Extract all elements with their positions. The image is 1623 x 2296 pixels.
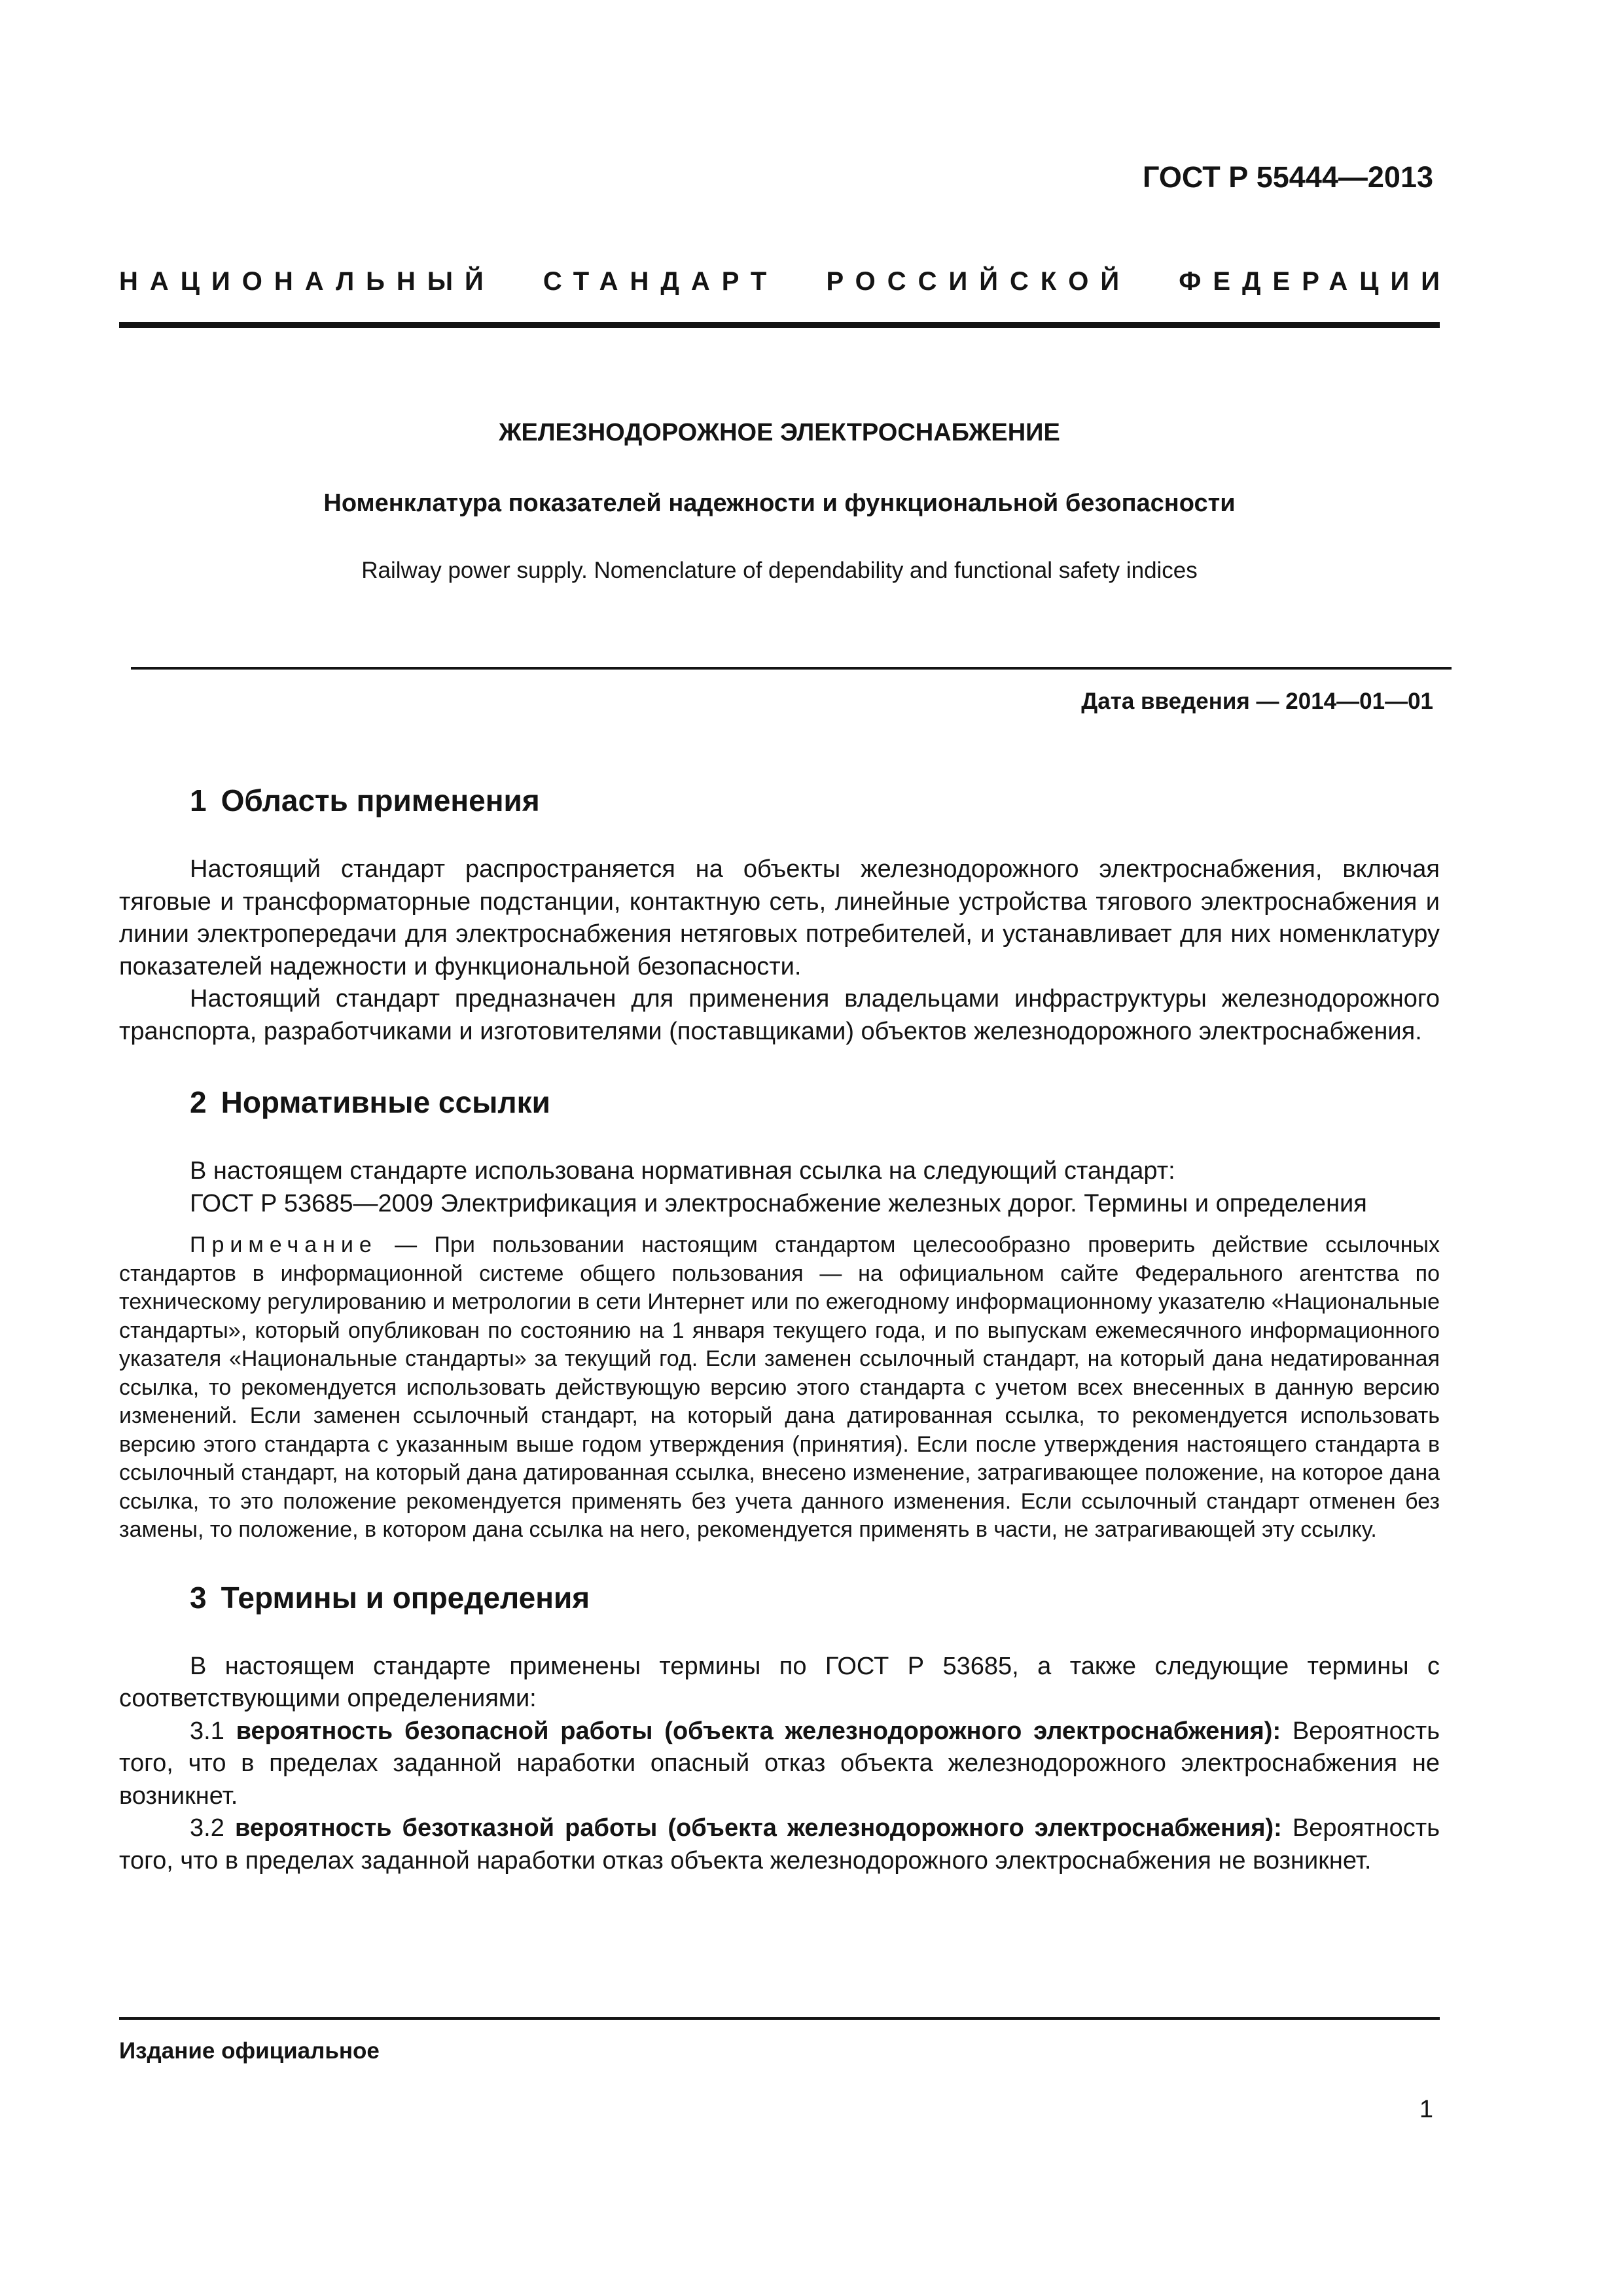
footer-rule: [119, 2017, 1440, 2020]
document-title: ЖЕЛЕЗНОДОРОЖНОЕ ЭЛЕКТРОСНАБЖЕНИЕ: [499, 419, 1060, 446]
note-label: Примечание: [190, 1232, 378, 1257]
section-number: 1: [190, 783, 207, 817]
section-scope: [119, 779, 1440, 1048]
banner-word: СТАНДАРТ: [543, 267, 779, 296]
document-body: [119, 779, 1440, 1877]
english-title: Railway power supply. Nomenclature of dependability and functional safety indices: [361, 558, 1198, 583]
section-heading: [190, 1576, 1440, 1619]
section-heading: [190, 1081, 1440, 1124]
paragraph: Настоящий стандарт распространяется на объекты железнодорожного электроснабжения, включая тяговые и трансформаторные подстанции, контактную сеть, линейные устройства тягового электроснабжения и линии электропередачи для электроснабжения нетяговых потребителей, и устанавливает для них номенклатуру показателей надежности и функциональной безопасности.: [119, 855, 1440, 980]
banner-word: НАЦИОНАЛЬНЫЙ: [119, 267, 495, 296]
term-name: вероятность безопасной работы (объекта железнодорожного электроснабжения):: [236, 1717, 1281, 1745]
document-subtitle: Номенклатура показателей надежности и функциональной безопасности: [323, 490, 1236, 517]
note: [119, 1231, 1440, 1545]
section-heading: [190, 779, 1440, 822]
section-number: 2: [190, 1085, 207, 1119]
reference-item: ГОСТ Р 53685—2009 Электрификация и электроснабжение железных дорог. Термины и определения: [190, 1189, 1367, 1217]
term-name: вероятность безотказной работы (объекта железнодорожного электроснабжения):: [234, 1814, 1282, 1842]
note-text: — При пользовании настоящим стандартом целесообразно проверить действие ссылочных стандартов в информационной системе общего пользования — на официальном сайте Федерального агентства по техническому регулированию и метрологии в сети Интернет или по ежегодному информационному указателю «Национальные стандарты», который опубликован по состоянию на 1 января текущего года, и по выпускам ежемесячного информационного указателя «Национальные стандарты» за текущий год. Если заменен ссылочный стандарт, на который дана недатированная ссылка, то рекомендуется использовать действующую версию этого стандарта с учетом всех внесенных в данную версию изменений. Если заменен ссылочный стандарт, на который дана датированная ссылка, то рекомендуется использовать версию этого стандарта с указанным выше годом утверждения (принятия). Если после утверждения настоящего стандарта в ссылочный стандарт, на который дана датированная ссылка, внесено изменение, затрагивающее положение, на которое дана ссылка, то это положение рекомендуется применять без учета данного изменения. Если ссылочный стандарт отменен без замены, то положение, в котором дана ссылка на него, рекомендуется применять в части, не затрагивающей эту ссылку.: [119, 1232, 1440, 1542]
section-title: Термины и определения: [221, 1580, 590, 1615]
paragraph: Настоящий стандарт предназначен для применения владельцами инфраструктуры железнодорожного транспорта, разработчиками и изготовителями (поставщиками) объектов железнодорожного электроснабжения.: [119, 985, 1440, 1045]
section-terms: [119, 1576, 1440, 1878]
paragraph: В настоящем стандарте использована нормативная ссылка на следующий стандарт:: [190, 1157, 1175, 1185]
introduction-date: Дата введения — 2014—01—01: [1081, 689, 1433, 714]
banner-word: РОССИЙСКОЙ: [826, 267, 1132, 296]
header-rule: [119, 322, 1440, 328]
paragraph: В настоящем стандарте применены термины по ГОСТ Р 53685, а также следующие термины с соответствующими определениями:: [119, 1652, 1440, 1712]
national-standard-banner: [119, 267, 1452, 296]
term-entry: [119, 1812, 1440, 1877]
term-entry: [119, 1715, 1440, 1813]
section-title: Нормативные ссылки: [221, 1085, 550, 1119]
section-number: 3: [190, 1580, 207, 1615]
standard-number: ГОСТ Р 55444—2013: [1142, 160, 1433, 194]
term-number: 3.2: [190, 1814, 224, 1842]
term-definition: Вероятность того, что в пределах заданной наработки отказ объекта железнодорожного электроснабжения не возникнет.: [119, 1814, 1440, 1874]
section-normative-references: [119, 1081, 1440, 1545]
term-definition: Вероятность того, что в пределах заданной наработки опасный отказ объекта железнодорожного электроснабжения не возникнет.: [119, 1717, 1440, 1810]
term-number: 3.1: [190, 1717, 224, 1745]
official-edition-label: Издание официальное: [119, 2038, 380, 2064]
page-number: 1: [1419, 2096, 1433, 2123]
section-title: Область применения: [221, 783, 540, 817]
title-rule: [131, 667, 1452, 670]
banner-word: ФЕДЕРАЦИИ: [1179, 267, 1452, 296]
